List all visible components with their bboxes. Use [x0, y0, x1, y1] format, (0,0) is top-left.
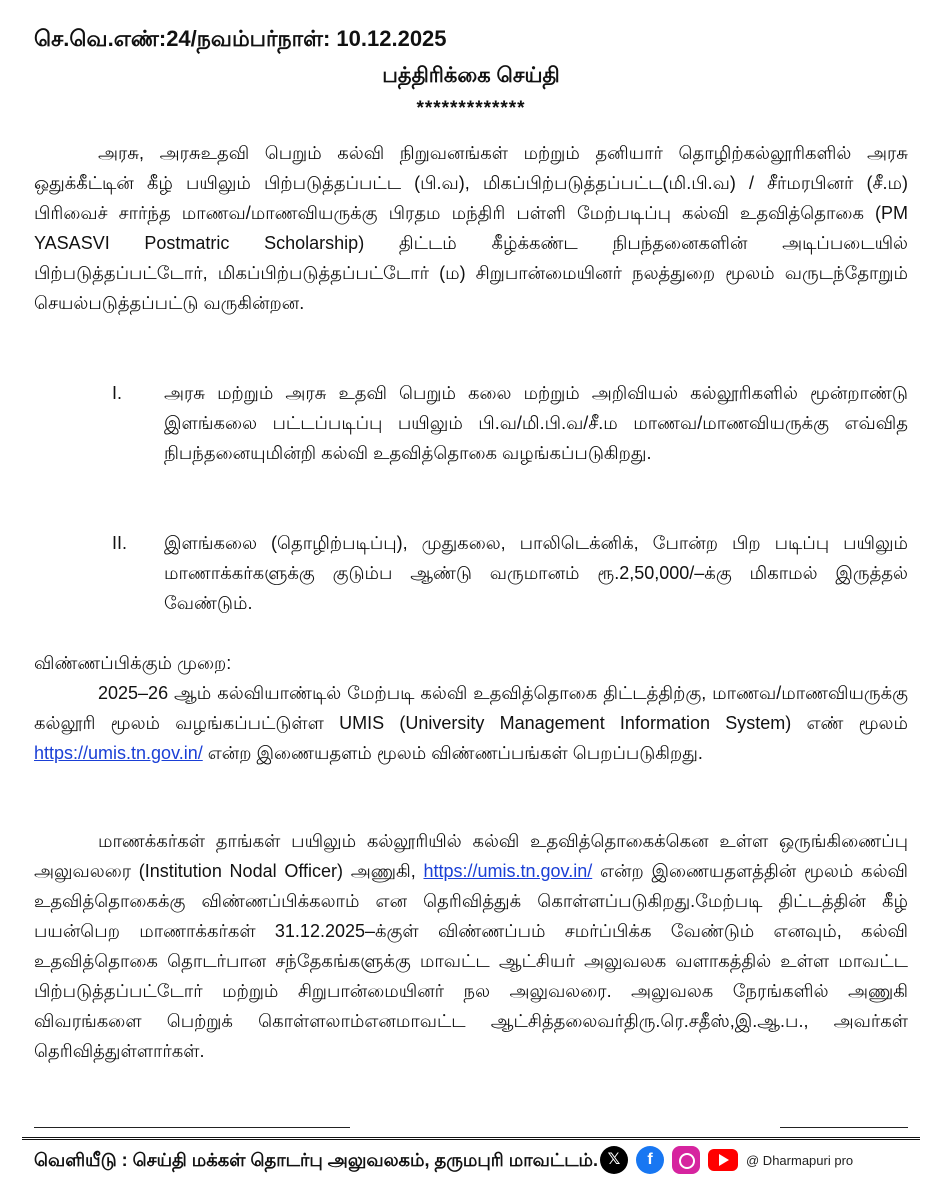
signature-underline — [34, 1127, 350, 1128]
umis-link[interactable]: https://umis.tn.gov.in/ — [34, 743, 203, 763]
application-text: என்ற இணையதளத்தின் மூலம் கல்வி உதவித்தொகைக்கு விண்ணப்பிக்கலாம் என தெரிவித்துக் கொள்ளப்படுகிறது.மேற்படி திட்டத்தின் கீழ் பயன்பெற மாணாக்கர்கள் 31.12.2025–க்குள் விண்ணப்பம் சமர்ப்பிக்க வேண்டும் எனவும், கல்வி உதவித்தொகை தொடர்பான சந்தேகங்களுக்கு மாவட்ட ஆட்சியர் அலுவலக வளாகத்தில் உள்ள மாவட்ட பிற்படுத்தப்பட்டோர் மற்றும் சிறுபான்மையினர் நல அலுவலரை. அலுவலக நேரங்களில் அணுகி விவரங்களை பெற்றுக் கொள்ளலாம்எனமாவட்ட ஆட்சித்தலைவர்திரு.ரெ.சதீஸ்,இ.ஆ.ப., அவர்கள் தெரிவித்துள்ளார்கள். — [34, 861, 908, 1061]
condition-text: இளங்கலை (தொழிற்படிப்பு), முதுகலை, பாலிடெக்னிக், போன்ற பிற படிப்பு பயிலும் மாணாக்கர்களுக்கு குடும்ப ஆண்டு வருமானம் ரூ.2,50,000/–க்கு மிகாமல் இருத்தல் வேண்டும். — [164, 533, 908, 613]
application-text: என்ற இணையதளம் மூலம் விண்ணப்பங்கள் பெறப்படுகிறது. — [202, 743, 703, 763]
condition-numeral: I. — [112, 383, 123, 403]
application-text: மாணக்கர்கள் தாங்கள் பயிலும் கல்லூரியில் கல்வி உதவித்தொகைக்கென உள்ள ஒருங்கிணைப்பு அலுவலரை (Institution Nodal Officer) அணுகி, — [34, 831, 908, 881]
instagram-icon[interactable] — [672, 1146, 700, 1174]
application-paragraph-2 — [34, 826, 908, 1066]
footer — [34, 1144, 908, 1180]
youtube-icon[interactable] — [708, 1149, 738, 1171]
social-handle: @ Dharmapuri pro — [746, 1153, 854, 1168]
umis-link[interactable]: https://umis.tn.gov.in/ — [423, 861, 593, 881]
application-heading: விண்ணப்பிக்கும் முறை: — [34, 653, 232, 673]
x-icon[interactable]: 𝕏 — [600, 1146, 628, 1174]
condition-text: அரசு மற்றும் அரசு உதவி பெறும் கலை மற்றும் அறிவியல் கல்லூரிகளில் மூன்றாண்டு இளங்கலை பட்டப்படிப்பு பயிலும் பி.வ/மி.பி.வ/சீ.ம மாணவ/மாணவியருக்கு எவ்வித நிபந்தனையுமின்றி கல்வி உதவித்தொகை வழங்கப்படுகிறது. — [164, 383, 908, 463]
release-credit: வெளியீடு : செய்தி மக்கள் தொடர்பு அலுவலகம், தருமபுரி மாவட்டம். — [34, 1150, 599, 1170]
reference-line: செ.வெ.எண்:24/நவம்பர்நாள்: 10.12.2025 — [34, 26, 447, 51]
intro-paragraph: அரசு, அரசுஉதவி பெறும் கல்வி நிறுவனங்கள் மற்றும் தனியார் தொழிற்கல்லூரிகளில் அரசு ஒதுக்கீட்டின் கீழ் பயிலும் பிற்படுத்தப்பட்ட (பி.வ), மிகப்பிற்படுத்தப்பட்ட(மி.பி.வ) / சீர்மரபினர் (சீ.ம) பிரிவைச் சார்ந்த மாணவ/மாணவியருக்கு பிரதம மந்திரி பள்ளி மேற்படிப்பு கல்வி உதவித்தொகை (PM YASASVI Postmatric Scholarship) திட்டம் கீழ்க்கண்ட நிபந்தனைகளின் அடிப்படையில் பிற்படுத்தப்பட்டோர், மிகப்பிற்படுத்தப்பட்டோர் (ம) சிறுபான்மையினர் நலத்துறை மூலம் வருடந்தோறும் செயல்படுத்தப்பட்டு வருகின்றன. — [34, 143, 908, 313]
facebook-icon[interactable]: f — [636, 1146, 664, 1174]
footer-divider — [22, 1137, 920, 1140]
application-text: 2025–26 ஆம் கல்வியாண்டில் மேற்படி கல்வி உதவித்தொகை திட்டத்திற்கு, மாணவ/மாணவியருக்கு கல்லூரி மூலம் வழங்கப்பட்டுள்ள UMIS (University Management Information System) எண் மூலம் — [34, 683, 908, 733]
application-paragraph-1 — [34, 678, 908, 768]
signature-underline — [780, 1127, 908, 1128]
document-title: பத்திரிக்கை செய்தி — [382, 64, 560, 87]
title-separator: ************* — [416, 98, 526, 119]
condition-numeral: II. — [112, 533, 128, 553]
